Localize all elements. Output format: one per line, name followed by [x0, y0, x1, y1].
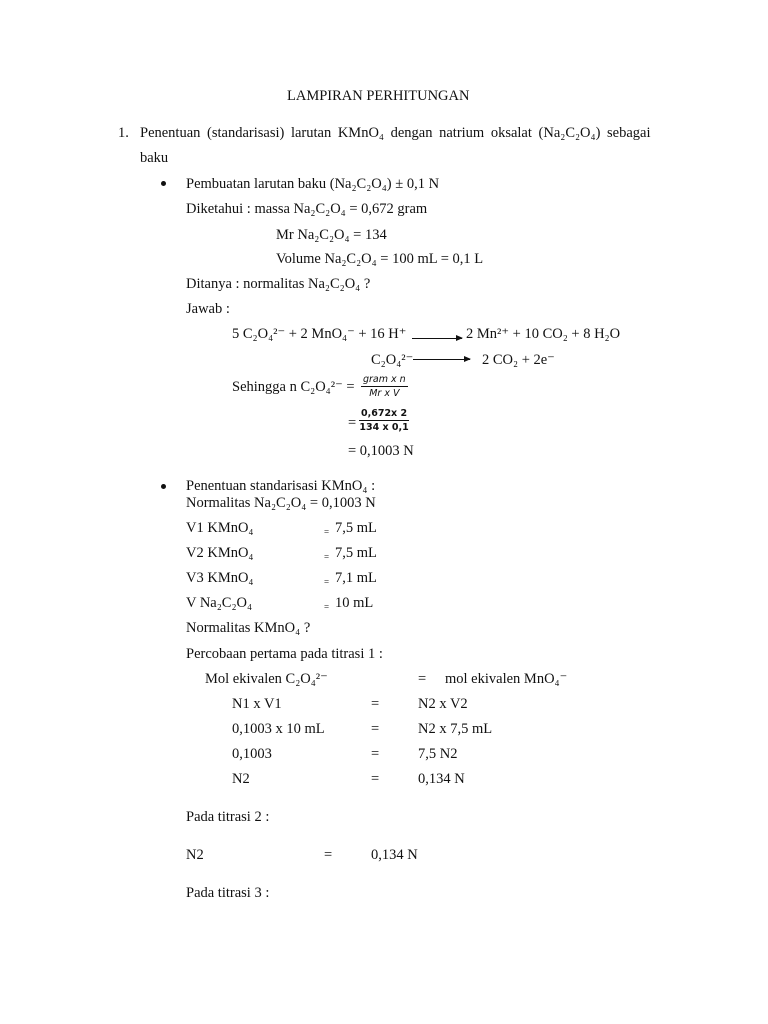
volume-row-label: V3 KMnO₄: [186, 570, 254, 586]
volume-line: Volume Na₂C₂O₄ = 100 mL = 0,1 L: [276, 251, 484, 267]
calc-eq: =: [371, 746, 380, 762]
calc-eq: =: [371, 771, 380, 787]
section-line-1: Penentuan (standarisasi) larutan KMnO₄ dengan natrium oksalat (Na₂C₂O₄) sebagai: [140, 125, 651, 141]
calc-left: 0,1003: [232, 746, 272, 762]
half-reaction-right: 2 CO₂ + 2e⁻: [482, 352, 555, 368]
normalitas-asked: Normalitas KMnO₄ ?: [186, 620, 311, 636]
volume-row-value: 7,5 mL: [335, 520, 377, 536]
volume-row-value: 7,1 mL: [335, 570, 377, 586]
t2-right: 0,134 N: [371, 847, 418, 863]
page-title: LAMPIRAN PERHITUNGAN: [287, 88, 470, 104]
titrasi3-label: Pada titrasi 3 :: [186, 885, 270, 901]
mr-line: Mr Na₂C₂O₄ = 134: [276, 227, 387, 243]
volume-row-eq: =: [324, 552, 330, 562]
formula-fraction: [361, 374, 408, 399]
answer-label: Jawab :: [186, 301, 230, 317]
volume-row-value: 7,5 mL: [335, 545, 377, 561]
volume-row-label: V Na₂C₂O₄: [186, 595, 253, 611]
section-number: 1.: [118, 125, 129, 141]
known-line: Diketahui : massa Na₂C₂O₄ = 0,672 gram: [186, 201, 428, 217]
volume-row-eq: =: [324, 527, 330, 537]
calc-right: N2 x 7,5 mL: [418, 721, 493, 737]
t2-eq: =: [324, 847, 333, 863]
values-denominator: 134 x 0,1: [359, 422, 409, 433]
bullet2-heading: Penentuan standarisasi KMnO₄ :: [186, 478, 376, 494]
normalitas-line: Normalitas Na₂C₂O₄ = 0,1003 N: [186, 495, 376, 511]
bullet-icon: [161, 484, 166, 489]
calc-left: N1 x V1: [232, 696, 282, 712]
reaction-right: 2 Mn²⁺ + 10 CO₂ + 8 H₂O: [466, 326, 621, 342]
reaction-arrow-icon: [412, 338, 462, 339]
volume-row-value: 10 mL: [335, 595, 374, 611]
equals-sign: =: [348, 415, 357, 431]
volume-row-eq: =: [324, 577, 330, 587]
mol-right: mol ekivalen MnO₄⁻: [445, 671, 568, 687]
volume-row-label: V1 KMnO₄: [186, 520, 254, 536]
titrasi2-label: Pada titrasi 2 :: [186, 809, 270, 825]
calc-right: 7,5 N2: [418, 746, 458, 762]
volume-row-label: V2 KMnO₄: [186, 545, 254, 561]
calc-left: N2: [232, 771, 250, 787]
values-numerator: 0,672x 2: [361, 408, 408, 419]
calc-eq: =: [371, 696, 380, 712]
asked-line: Ditanya : normalitas Na₂C₂O₄ ?: [186, 276, 371, 292]
values-fraction: [359, 408, 409, 433]
trial1-label: Percobaan pertama pada titrasi 1 :: [186, 646, 383, 662]
half-reaction-left: C₂O₄²⁻: [371, 352, 414, 368]
mol-left: Mol ekivalen C₂O₄²⁻: [205, 671, 328, 687]
section-line-2: baku: [140, 150, 169, 166]
sehingga-label: Sehingga n C₂O₄²⁻ =: [232, 379, 355, 395]
bullet1-heading: Pembuatan larutan baku (Na₂C₂O₄) ± 0,1 N: [186, 176, 440, 192]
volume-row-eq: =: [324, 602, 330, 612]
half-reaction-arrow-icon: [413, 359, 470, 360]
mol-eq: =: [418, 671, 427, 687]
bullet-icon: [161, 181, 166, 186]
t2-left: N2: [186, 847, 204, 863]
fraction-denominator: Mr x V: [369, 388, 400, 399]
result-line: = 0,1003 N: [348, 443, 414, 459]
calc-right: N2 x V2: [418, 696, 468, 712]
calc-left: 0,1003 x 10 mL: [232, 721, 325, 737]
reaction-left: 5 C₂O₄²⁻ + 2 MnO₄⁻ + 16 H⁺: [232, 326, 407, 342]
calc-right: 0,134 N: [418, 771, 465, 787]
fraction-numerator: gram x n: [363, 374, 406, 385]
calc-eq: =: [371, 721, 380, 737]
